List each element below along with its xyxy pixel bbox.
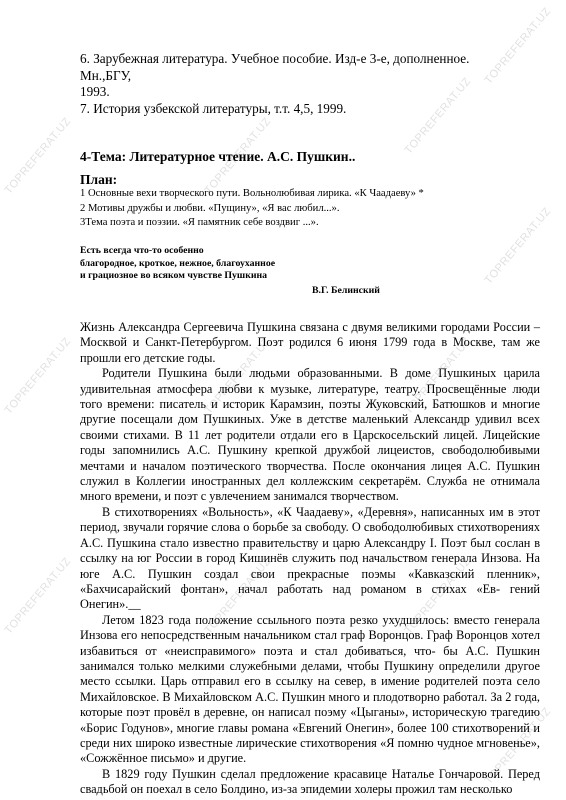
watermark: TOPREFERAT.UZ bbox=[2, 335, 74, 417]
topic-title: 4-Тема: Литературное чтение. А.С. Пушкин.. bbox=[80, 149, 356, 164]
reference-item: 6. Зарубежная литература. Учебное пособие. Изд-е 3-е, дополненное. bbox=[80, 51, 470, 66]
epigraph-author: В.Г. Белинский bbox=[312, 285, 380, 296]
reference-item: 1993. bbox=[80, 84, 110, 99]
watermark: TOPREFERAT.UZ bbox=[2, 115, 74, 197]
epigraph-line: Есть всегда что-то особенно bbox=[80, 245, 204, 256]
plan-item: 1 Основные вехи творческого пути. Вольнолюбивая лирика. «К Чаадаеву» * bbox=[80, 188, 424, 199]
paragraph: Жизнь Александра Сергеевича Пушкина связана с двумя великими городами России – Москвой и Санкт-Петербургом. Поэт родился 6 июня 1799 года в Москве, там же прошли его детские годы. bbox=[80, 320, 540, 365]
paragraph: Родители Пушкина были людьми образованными. В доме Пушкиных царила удивительная атмосфера любви к музыке, литературе, театру. Просвещённые люди того времени: писатель и историк Карамзин, поэты Жуковский, Батюшков и многие другие посещали дом Пушкиных. Уже в детстве маленький Александр удивил всех своими стихами. В 11 лет родители отдали его в Царскосельский лицей. Лицейские годы запомнились А.С. Пушкину крепкой дружбой лицеистов, свободолюбивыми мечтами и началом поэтического творчества. После окончания лицея А.С. Пушкин служил в Коллегии иностранных дел коллежским секретарём. Служба не отнимала много времени, и поэт с увлечением занимался творчеством. bbox=[80, 366, 540, 504]
watermark: TOPREFERAT.UZ bbox=[202, 115, 274, 197]
epigraph-line: благородное, кроткое, нежное, благоуханное bbox=[80, 257, 276, 269]
watermark: TOPREFERAT.UZ bbox=[482, 5, 554, 87]
watermark: TOPREFERAT.UZ bbox=[202, 555, 274, 637]
epigraph bbox=[80, 245, 275, 283]
watermark: TOPREFERAT.UZ bbox=[402, 335, 474, 417]
epigraph-line: и грациозное во всяком чувстве Пушкина bbox=[80, 270, 268, 281]
plan-item: 2 Мотивы дружбы и любви. «Пущину», «Я вас любил...». bbox=[80, 202, 340, 214]
plan-heading: План: bbox=[80, 172, 118, 187]
watermark: TOPREFERAT.UZ bbox=[402, 555, 474, 637]
reference-item: 7. История узбекской литературы, т.т. 4,5, 1999. bbox=[80, 100, 347, 116]
watermark: TOPREFERAT.UZ bbox=[482, 705, 554, 787]
paragraph: Летом 1823 года положение ссыльного поэта резко ухудшилось: вместо генерала Инзова его непосредственным начальником стал граф Воронцов. Граф Воронцов хотел избавиться от «неисправимого» поэта и стал добиваться, что- бы А.С. Пушкин занимался только мелкими служебными делами, чтобы Пушкину определили другое место ссылки. Царь отправил его в ссылку на север, в имение родителей поэта село Михайловское. В Михайловском А.С. Пушкин много и плодотворно работал. За 2 года, которые поэт провёл в деревне, он написал поэму «Цыганы», историческую трагедию «Борис Годунов», многие главы романа «Евгений Онегин», более 100 стихотворений и среди них широко известные лирические стихотворения «Я помню чудное мгновенье», «Сожжённое письмо» и другие. bbox=[80, 612, 540, 766]
plan-item: 3Тема поэта и поэзии. «Я памятник себе воздвиг ...». bbox=[80, 217, 319, 228]
references-list bbox=[80, 51, 520, 117]
paragraph: В стихотворениях «Вольность», «К Чаадаеву», «Деревня», написанных им в этот период, звучали горячие слова о борьбе за свободу. О свободолюбивых стихотворениях А.С. Пушкина стало известно правительству и царю Александру I. Поэт был сослан в ссылку на юг России в город Кишинёв служить под начальством генерала Инзова. На юге А.С. Пушкин создал свои прекрасные поэмы «Кавказский пленник», «Бахчисарайский фонтан», начал работать над романом в стихах «Ев- гений Онегин».__ bbox=[80, 504, 540, 612]
paragraph: В 1829 году Пушкин сделал предложение красавице Наталье Гончаровой. Перед свадьбой он поехал в село Болдино, из-за эпидемии холеры прожил там несколько bbox=[80, 766, 540, 797]
watermark: TOPREFERAT.UZ bbox=[202, 335, 274, 417]
watermark: TOPREFERAT.UZ bbox=[2, 555, 74, 637]
watermark: TOPREFERAT.UZ bbox=[402, 75, 474, 157]
plan-list bbox=[80, 187, 424, 231]
watermark: TOPREFERAT.UZ bbox=[482, 205, 554, 287]
body-text bbox=[80, 320, 540, 798]
reference-item: Мн.,БГУ, bbox=[80, 67, 132, 83]
